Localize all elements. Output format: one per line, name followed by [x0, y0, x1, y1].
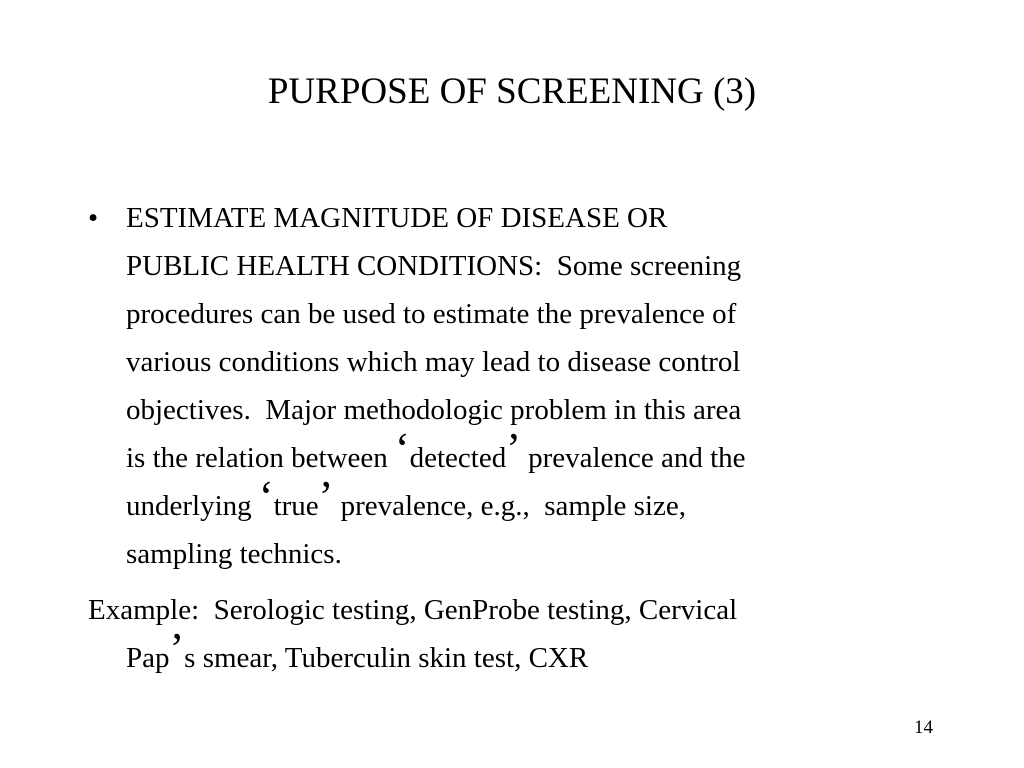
line-6-after: prevalence and the — [520, 442, 746, 474]
bullet-line-8: sampling technics. — [126, 538, 342, 570]
quoted-word-detected: detected — [409, 442, 507, 474]
example-line-2-before: Pap — [126, 642, 170, 674]
bullet-line-1: ESTIMATE MAGNITUDE OF DISEASE OR — [126, 202, 668, 234]
bullet-line-2: PUBLIC HEALTH CONDITIONS: Some screening — [126, 250, 742, 282]
line-7-after: prevalence, e.g., sample size, — [333, 490, 686, 522]
example-paragraph — [88, 586, 948, 682]
bullet-line-7: underlying ‘true’ prevalence, e.g., sample size, — [126, 472, 686, 522]
bullet-line-3: procedures can be used to estimate the prevalence of — [126, 298, 737, 330]
example-line-2: Pap’s smear, Tuberculin skin test, CXR — [126, 624, 589, 674]
example-line-1: Example: Serologic testing, GenProbe testing, Cervical — [88, 594, 738, 626]
quoted-word-true: true — [273, 490, 319, 522]
bullet-line-4: various conditions which may lead to disease control — [126, 346, 741, 378]
slide-page-number: 14 — [914, 717, 933, 738]
line-7-before: underlying — [126, 490, 259, 522]
bullet-line-6: is the relation between ‘detected’ prevalence and the — [126, 424, 746, 474]
bullet-text — [126, 194, 948, 578]
bullet-marker: • — [88, 202, 99, 234]
slide-title: PURPOSE OF SCREENING (3) — [267, 71, 757, 112]
line-6-before: is the relation between — [126, 442, 395, 474]
bullet-line-5: objectives. Major methodologic problem in this area — [126, 394, 742, 426]
example-line-2-after: s smear, Tuberculin skin test, CXR — [184, 642, 589, 674]
